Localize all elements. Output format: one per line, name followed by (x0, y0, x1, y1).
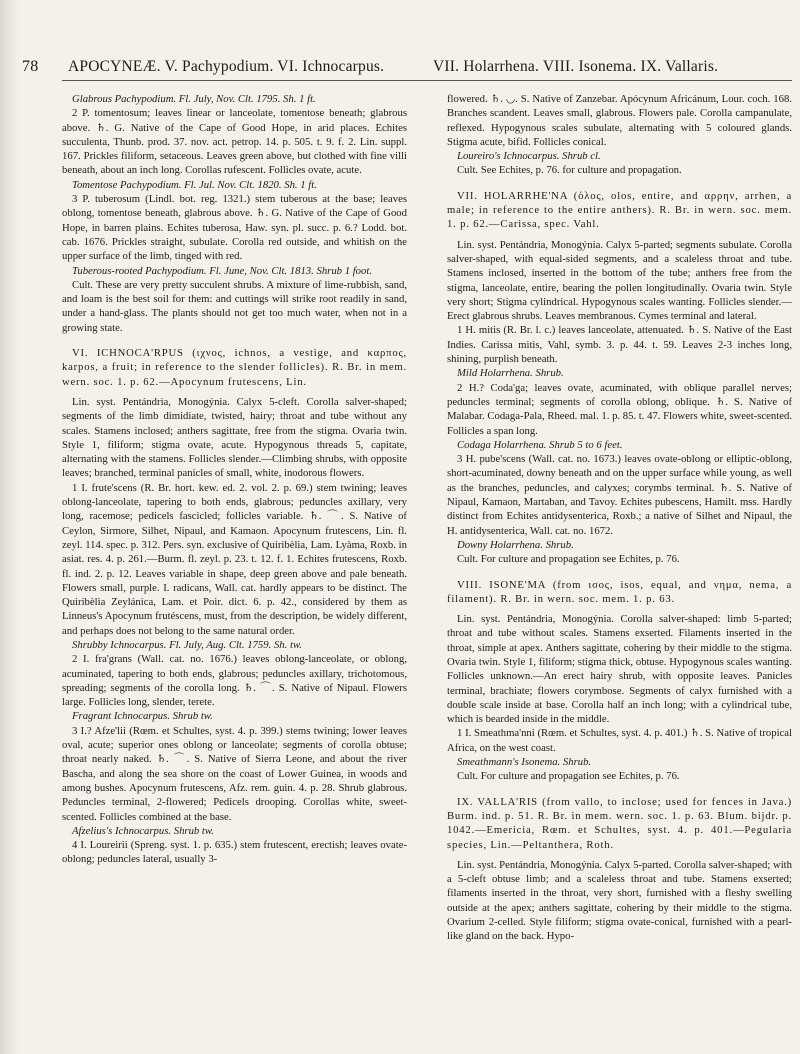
common-name: Glabrous Pachypodium. Fl. July, Nov. Clt. 1795. Sh. 1 ft. (72, 93, 316, 105)
genus-description: Lin. syst. Pentándria, Monogýnia. Calyx 5-cleft. Corolla salver-shaped; segments of the limb dimidiate, twisted, hairy; throat and tube without any scales. Stamens inclosed; anthers sagittate, free from the stigma. Ovaria twin. Style 1, filiform; stigma ovate, acute. Hypogynous threads 5, capitate, alternating with the stamens. Follicles slender.—Climbing shrubs, with opposite leaves; branched, terminal panicles of small, white, inodorous flowers. (62, 395, 407, 480)
species-entry: 3 I.? Afze'lii (Rœm. et Schultes, syst. 4. p. 399.) stems twining; lower leaves oval, acute; superior ones oblong or lanceolate; segments of corolla obtuse; throat nearly naked. ♄. ⌒. S. Native of Sierra Leone, and about the river Bascha, and along the sea shore on the coast of Lower Guinea, in woods and among bushes. Apocynum frutescens, Afz. rem. guin. 4. p. 28. Shrub glabrous. Peduncles terminal, 2-flowered; Pedicels drooping. Corollas white, sweet-scented. Follicles combined at the base. (62, 724, 407, 823)
common-name: Downy Holarrhena. Shrub. (457, 538, 574, 551)
species-entry: 1 I. Smeathma'nni (Rœm. et Schultes, syst. 4. p. 401.) ♄. S. Native of tropical Africa, on the west coast. (447, 727, 792, 754)
species-entry: 2 H.? Coda'ga; leaves ovate, acuminated, with oblique parallel nerves; peduncles terminal; segments of corolla oblong, oblique. ♄. S. Native of Malabar. Codaga-Pala, Rheed. mal. 1. p. 85. t. 47. Flowers white, sweet-scented. Follicles a span long. (447, 381, 792, 437)
genus-heading-vallaris: IX. VALLA'RIS (from vallo, to inclose; used for fences in Java.) Burm. ind. p. 51. R. Br. in mem. wern. soc. 1. p. 63. Blum. bijdr. p. 1042.—Emericia, Rœm. et Schultes, syst. 4. p. 401.—Pegularia species, Lin.—Peltanthera, Roth. (447, 795, 792, 851)
genus-heading-holarrhena: VII. HOLARRHE'NA (ὁλος, olos, entire, and αρρην, arrhen, a male; in reference to the entire anthers). R. Br. in wern. soc. mem. 1. p. 62.—Carissa, spec. Vahl. (447, 189, 792, 231)
common-name: Codaga Holarrhena. Shrub 5 to 6 feet. (457, 438, 623, 451)
running-header (22, 58, 792, 76)
running-head-left: APOCYNEÆ. V. Pachypodium. VI. Ichnocarpus. (68, 58, 385, 75)
genus-heading-isonema: VIII. ISONE'MA (from ισος, isos, equal, and νημα, nema, a filament). R. Br. in wern. soc. mem. 1. p. 63. (447, 578, 792, 605)
genus-description: Lin. syst. Pentándria, Monogýnia. Corolla salver-shaped: limb 5-parted; throat and tube without scales. Stamens exserted. Filaments inserted in the throat, simple at apex. Anthers sagittate, cohering by their middle to the stigma. Ovaria twin. Style 1, filiform; stigma thick, obtuse. Hypogynous scales wanting. Follicles unknown.—An erect hairy shrub, with opposite leaves. Panicles terminal, brachiate; flowers corymbose. Segments of calyx furnished with a double scale inside at base. Corolla half an inch long; with a cylindrical tube, which is bearded inside in the middle. (447, 613, 792, 726)
common-name: Afzelius's Ichnocarpus. Shrub tw. (72, 824, 214, 837)
common-name: Fragrant Ichnocarpus. Shrub tw. (72, 710, 213, 723)
genus-heading-ichnocarpus: VI. ICHNOCA'RPUS (ιχνος, ichnos, a vestige, and καρπος, karpos, a fruit; in reference to the slender follicles). R. Br. in mem. wern. soc. 1. p. 62.—Apocynum frutescens, Lin. (62, 347, 407, 388)
common-name: Shrubby Ichnocarpus. Fl. July, Aug. Clt. 1759. Sh. tw. (72, 638, 302, 651)
header-rule (62, 80, 792, 81)
species-entry: 2 I. fra'grans (Wall. cat. no. 1676.) leaves oblong-lanceolate, or oblong, acuminated, tapering to both ends, glabrous; peduncles axillary, trichotomous, spreading; segments of the corolla long. ♄. ⌒. S. Native of Nipaul. Flowers large. Follicles long, slender, terete. (62, 653, 407, 709)
cultivation-note: Cult. See Echites, p. 76. for culture and propagation. (457, 164, 682, 177)
page-number: 78 (22, 58, 39, 75)
species-entry: 1 H. mitis (R. Br. l. c.) leaves lanceolate, attenuated. ♄. S. Native of the East Indies. Carissa mitis, Vahl, symb. 3. p. 44. t. 59. Leaves 2-3 inches long, shining, purplish beneath. (447, 324, 792, 366)
species-entry: 3 P. tuberosum (Lindl. bot. reg. 1321.) stem tuberous at the base; leaves oblong, tomentose beneath, glabrous above. ♄. G. Native of the Cape of Good Hope, in barren plains. Echites tuberosa, Haw. syn. pl. succ. p. 6.? Lodd. bot. cab. 1676. Prickles straight, subulate. Corolla red outside, and whitish on the upper surface of the limb, tinged with red. (62, 193, 407, 263)
common-name: Mild Holarrhena. Shrub. (457, 367, 564, 380)
species-entry: 2 P. tomentosum; leaves linear or lanceolate, tomentose beneath; glabrous above. ♄. G. Native of the Cape of Good Hope, in arid places. Echites succulenta, Thunb. prod. 37. nov. act. petrop. 14. p. 505. t. 9. f. 2. Lin. suppl. 167. Prickles filiform, setaceous. Leaves green above, but clothed with fine villi beneath, about an inch long. Corollas rufescent. Follicles ovate, acute. (62, 107, 407, 177)
species-entry: 1 I. frute'scens (R. Br. hort. kew. ed. 2. vol. 2. p. 69.) stem twining; leaves oblong-lanceolate, tapering to both ends, glabrous; peduncles axillary, very long, racemose; pedicels fascicled; follicles variable. ♄. ⌒. S. Native of Ceylon, Sirmore, Silhet, Nipaul, and Kamaon. Apocynum frutescens, Lin. fl. zeyl. 114. spec. p. 312. Pers. syn. exclusive of Quiribèlia, Lam. Lyàma, Roxb. in asiat. res. 4. p. 261.—Burm. fl. zeyl. p. 23. t. 12. f. 1. Echites frutescens, Roxb. fl. ind. 2. p. 12. Leaves variable in shape, deep green above and pale beneath. Flowers small, purple. I. radicans, Wall. cat. hardly appears to be distinct. The Quiribèlia Zeylánica, Lam. et Poir. dict. 6. p. 42., considered by them as Linneus's Apocynum frutéscens, must, from the description, be widely different, and perhaps does not belong to the same natural order. (62, 481, 407, 637)
common-name: Tomentose Pachypodium. Fl. Jul. Nov. Clt. 1820. Sh. 1 ft. (72, 178, 317, 191)
left-column (62, 92, 407, 867)
cultivation-note: Cult. For culture and propagation see Echites, p. 76. (457, 770, 680, 783)
common-name: Smeathmann's Isonema. Shrub. (457, 756, 592, 769)
cultivation-note: Cult. These are very pretty succulent shrubs. A mixture of lime-rubbish, sand, and loam is the best soil for them: and cuttings will strike root readily in sand, under a hand-glass. The plants should not get too much water, when not in a growing state. (62, 278, 407, 334)
common-name: Loureiro's Ichnocarpus. Shrub cl. (457, 150, 601, 163)
species-entry: 4 I. Loureirii (Spreng. syst. 1. p. 635.) stem frutescent, erectish; leaves ovate-oblong; peduncles lateral, usually 3- (62, 839, 407, 866)
right-column (447, 92, 792, 944)
book-binding-shadow (0, 0, 20, 1054)
common-name: Tuberous-rooted Pachypodium. Fl. June, Nov. Clt. 1813. Shrub 1 foot. (72, 264, 373, 277)
genus-description: Lin. syst. Pentándria, Monogýnia. Calyx 5-parted; segments subulate. Corolla salver-shaped, with equal-sided segments, and a scaleless throat and tube. Stamens inclosed, inserted in the bottom of the tube; anthers free from the stigma, lanceolate, entire, bearing the pollen longitudinally. Ovaria twin. Style very short; Stigma cylindrical. Hypogynous scales wanting. Follicles slender.—Erect glabrous shrubs. Leaves membranous. Cymes terminal and lateral. (447, 238, 792, 323)
cultivation-note: Cult. For culture and propagation see Echites, p. 76. (457, 553, 680, 566)
running-head-right: VII. Holarrhena. VIII. Isonema. IX. Vallaris. (433, 58, 719, 75)
species-entry-continued: flowered. ♄. ◡. S. Native of Zanzebar. Apócynum Africánum, Lour. coch. 168. Branches scandent. Leaves small, glabrous. Flowers pale. Corolla campanulate, reflexed. Hypogynous scales subulate, alternating with 5 coloured glands. Stigma acute, bifid. Follicles conical. (447, 93, 792, 148)
species-entry: 3 H. pube'scens (Wall. cat. no. 1673.) leaves ovate-oblong or elliptic-oblong, short-acuminated, downy beneath and on the upper surface while young, as well as the branches, peduncles, and calyxes; corymbs terminal. ♄. S. Native of Nipaul, Kamaon, Martaban, and Tavoy. Echites pubescens, Hamilt. mss. Hardly distinct from Echites antidysenterica, Roxb.; a native of Silhet and Nipaul, the H. antidysenterica, Wall. cat. no. 1672. (447, 453, 792, 537)
genus-description: Lin. syst. Pentándria, Monogýnia. Calyx 5-parted. Corolla salver-shaped; with a 5-cleft obtuse limb; and a scaleless throat and tube. Stamens exserted; filaments inserted in the throat, very short, furnished with a fleshy swelling outside at the apex; anthers sagittate, cohering by their middle to the stigma. Ovarium 2-celled. Style filiform; stigma ovate-conical, furnished with a pearl-like gland on the back. Hypo- (447, 858, 792, 943)
